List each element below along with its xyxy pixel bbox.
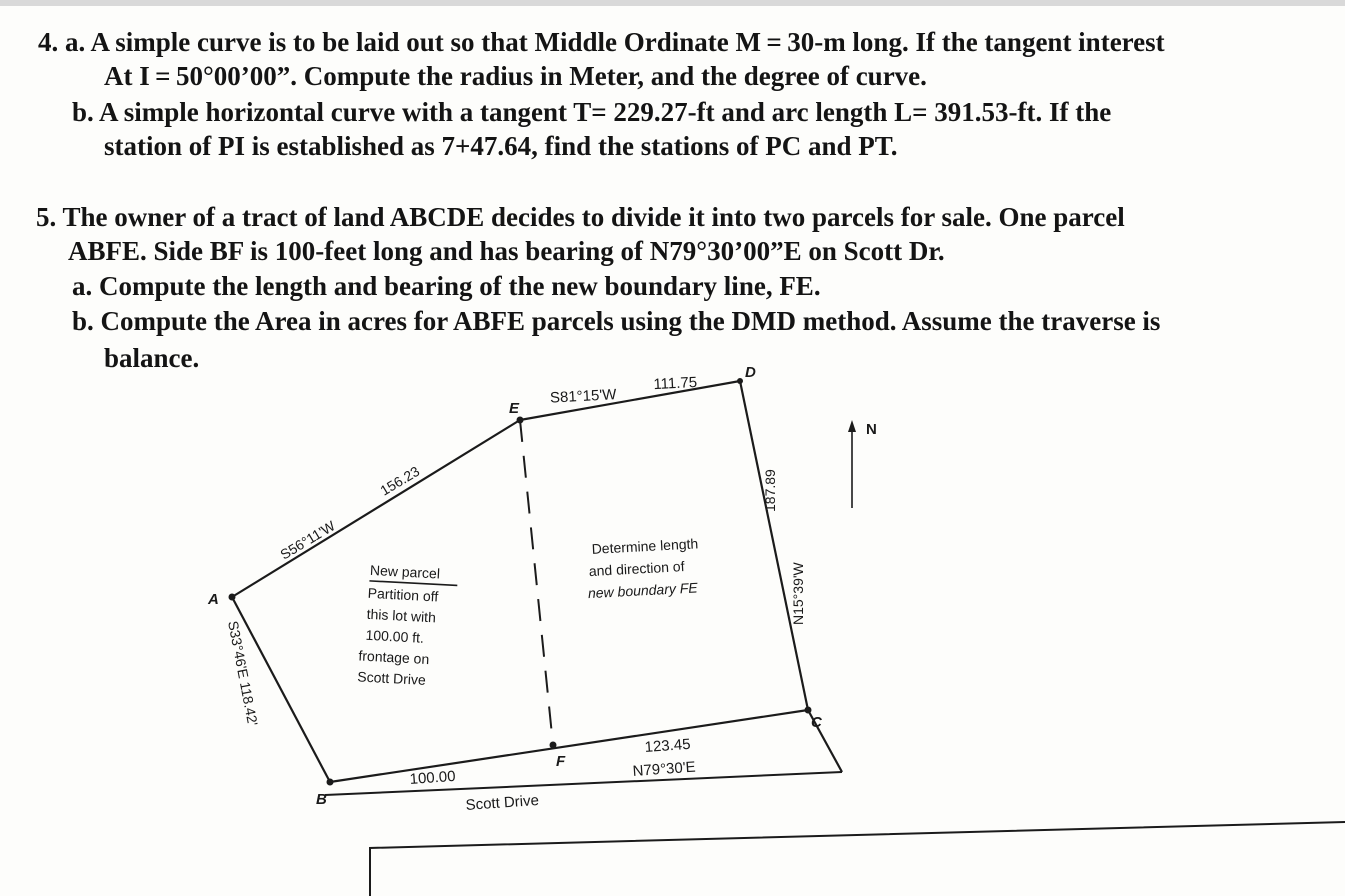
note-left-line: Partition off [367, 584, 439, 605]
problem-4a-line-1: 4. a. A simple curve is to be laid out so that Middle Ordinate M = 30-m long. If the tangent interest [38, 27, 1165, 57]
line-dc [740, 381, 808, 710]
ae-length: 156.23 [377, 462, 423, 499]
road-edge-top [325, 772, 842, 795]
note-left-line: frontage on [358, 647, 430, 668]
ab-label: S33°46'E 118.42' [225, 619, 262, 728]
problem-5-line-1: 5. The owner of a tract of land ABCDE decides to divide it into two parcels for sale. One parcel [36, 202, 1125, 232]
point-d-label: D [745, 364, 756, 381]
point-c-label: C [811, 714, 822, 731]
bf-length: 100.00 [409, 767, 457, 788]
problem-5a: a. Compute the length and bearing of the new boundary line, FE. [72, 271, 821, 301]
north-label: N [866, 421, 877, 438]
point-f-label: F [556, 753, 566, 770]
ed-bearing: S81°15'W [549, 386, 617, 407]
road-edge-bottom [370, 822, 1345, 896]
point-e-label: E [509, 400, 520, 417]
problem-4b-line-1: b. A simple horizontal curve with a tangent T= 229.27-ft and arc length L= 391.53-ft. If the [72, 97, 1112, 127]
note-left-line: New parcel [369, 561, 441, 582]
note-left [357, 562, 458, 690]
point-b-label: B [316, 791, 327, 808]
problem-4b-line-2: station of PI is established as 7+47.64, find the stations of PC and PT. [104, 131, 898, 161]
road-edges [325, 772, 1345, 896]
problem-5-line-2: ABFE. Side BF is 100-feet long and has bearing of N79°30’00”E on Scott Dr. [68, 236, 945, 266]
note-right-line: and direction of [588, 558, 685, 580]
new-boundary-fe [520, 420, 553, 745]
note-left-line: Scott Drive [356, 668, 427, 688]
dc-bearing: N15°39'W [790, 562, 806, 625]
note-right-line: Determine length [591, 535, 699, 557]
note-right [585, 535, 701, 601]
note-left-line: this lot with [366, 605, 437, 626]
corner-markers [229, 378, 812, 786]
problem-5b-line-2: balance. [104, 343, 200, 373]
ed-length: 111.75 [653, 373, 698, 394]
fc-length: 123.45 [644, 735, 692, 756]
dc-length: 187.89 [762, 469, 778, 512]
note-right-line: new boundary FE [587, 579, 698, 602]
line-bc [330, 710, 808, 782]
ae-bearing: S56°11'W [277, 517, 338, 563]
north-arrow [848, 420, 877, 508]
road-name: Scott Drive [465, 791, 540, 814]
note-left-line: 100.00 ft. [365, 626, 425, 646]
point-a-label: A [208, 591, 219, 608]
fc-bearing: N79°30'E [632, 758, 697, 780]
problem-4a-line-2: At I = 50°00’00”. Compute the radius in Meter, and the degree of curve. [104, 61, 927, 91]
problem-5b-line-1: b. Compute the Area in acres for ABFE parcels using the DMD method. Assume the traverse is [72, 306, 1161, 336]
